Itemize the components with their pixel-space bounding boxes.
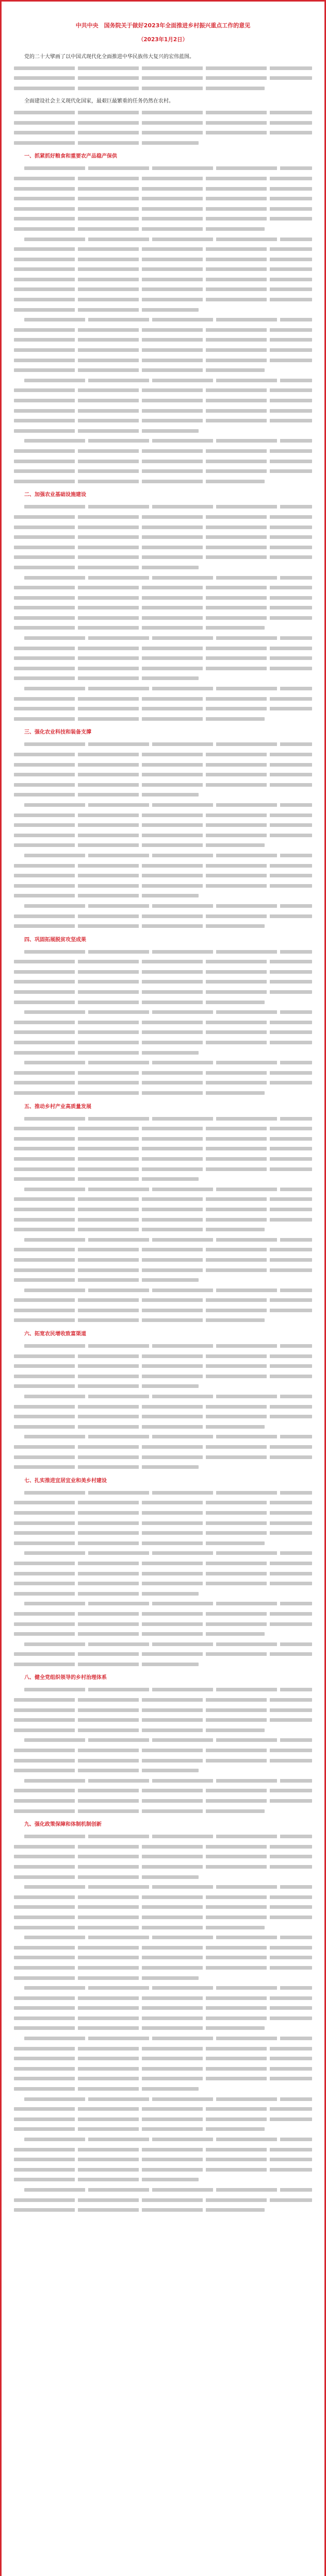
- text-block: [14, 1384, 199, 1388]
- text-block: [24, 1602, 312, 1605]
- text-block: [14, 1147, 312, 1150]
- text-block: [14, 707, 312, 710]
- text-block: [14, 1749, 312, 1752]
- text-block: [14, 676, 199, 680]
- text-block: [14, 1177, 199, 1181]
- text-block: [14, 2067, 312, 2071]
- text-block: [14, 1875, 199, 1879]
- section-heading: 六、拓宽农民增收致富渠道: [24, 1331, 86, 1337]
- text-block: [14, 990, 312, 994]
- text-block: [14, 980, 312, 984]
- text-block: [14, 2198, 312, 2202]
- text-block: [14, 1309, 312, 1312]
- text-block: [14, 2087, 199, 2091]
- text-block: [14, 1652, 312, 1656]
- text-block: [14, 258, 312, 261]
- text-block: [14, 834, 312, 837]
- text-block: [14, 606, 312, 609]
- text-block: [14, 1268, 312, 1272]
- text-block: [14, 1541, 265, 1545]
- text-block: [14, 2178, 199, 2181]
- text-block: [14, 1405, 312, 1409]
- text-block: [14, 1728, 265, 1732]
- text-block: [14, 647, 312, 650]
- text-block: [24, 1491, 312, 1495]
- text-block: [14, 308, 199, 312]
- text-block: [14, 1612, 312, 1616]
- text-block: [14, 2016, 312, 2020]
- text-block: [24, 1010, 312, 1014]
- text-block: [14, 1137, 312, 1141]
- text-block: [14, 1759, 312, 1762]
- text-block: [14, 894, 199, 897]
- text-block: [14, 2006, 312, 2010]
- document-body: [2, 2, 324, 2260]
- text-block: [14, 359, 312, 362]
- text-block: [14, 1375, 312, 1378]
- text-block: [14, 207, 312, 211]
- text-block: [14, 793, 199, 796]
- text-block: [24, 687, 312, 690]
- text-block: [24, 238, 312, 241]
- text-block: [24, 379, 312, 382]
- text-block: [24, 1551, 312, 1555]
- text-block: [14, 2026, 265, 2030]
- text-block: [24, 1779, 312, 1783]
- text-block: [14, 1501, 312, 1504]
- text-block: [24, 1642, 312, 1646]
- text-block: [14, 626, 265, 630]
- text-block: [14, 278, 312, 281]
- text-block: [14, 1895, 312, 1899]
- text-block: [24, 1344, 312, 1348]
- text-block: [14, 1976, 199, 1980]
- text-block: [14, 1663, 199, 1666]
- document-title: 中共中央 国务院关于做好2023年全面推进乡村振兴重点工作的意见: [75, 22, 251, 29]
- text-block: [14, 469, 312, 473]
- text-block: [14, 566, 199, 569]
- text-block: [24, 803, 312, 807]
- section-heading: 一、抓紧抓好粮食和重要农产品稳产保供: [24, 154, 117, 160]
- text-block: [14, 2107, 312, 2111]
- text-block: [14, 141, 199, 145]
- text-block: [14, 298, 312, 301]
- text-block: [14, 399, 312, 402]
- text-block: [24, 1238, 312, 1242]
- text-block: [14, 1855, 312, 1858]
- text-block: [14, 1799, 312, 1803]
- section-heading: 七、扎实推进宜居宜业和美乡村建设: [24, 1478, 107, 1484]
- text-block: [14, 1258, 312, 1262]
- text-block: [14, 1718, 312, 1722]
- text-block: [14, 1956, 312, 1959]
- text-block: [14, 1562, 312, 1565]
- text-block: [14, 1364, 312, 1368]
- text-block: [14, 1966, 312, 1970]
- text-block: [14, 1865, 312, 1869]
- text-block: [14, 814, 312, 817]
- text-block: [14, 1127, 312, 1130]
- text-block: [14, 1208, 312, 1211]
- text-block: [14, 368, 265, 372]
- text-block: [24, 1835, 312, 1838]
- text-block: [14, 864, 312, 868]
- text-block: [24, 576, 312, 580]
- text-block: [14, 1051, 199, 1055]
- text-block: [14, 1091, 265, 1095]
- text-block: [14, 1698, 312, 1702]
- text-block: [14, 87, 265, 90]
- text-block: [14, 121, 312, 125]
- text-block: [14, 884, 312, 888]
- text-block: [14, 1511, 312, 1515]
- text-block: [14, 843, 265, 847]
- text-block: [14, 76, 312, 80]
- text-block: [14, 2117, 312, 2121]
- text-block: [14, 1622, 312, 1626]
- text-block: [14, 1632, 265, 1636]
- text-block: [14, 111, 312, 114]
- text-block: [14, 247, 312, 251]
- text-block: [14, 515, 312, 519]
- text-block: [14, 2047, 312, 2050]
- text-block: [14, 1197, 312, 1201]
- text-block: [24, 1289, 312, 1292]
- text-block: [14, 287, 312, 291]
- text-block: [14, 546, 312, 549]
- section-heading: 二、加强农业基础设施建设: [24, 492, 86, 498]
- text-block: [24, 950, 312, 954]
- document-date: （2023年1月2日）: [138, 37, 188, 43]
- text-block: [14, 1030, 312, 1034]
- text-block: [14, 267, 312, 271]
- text-block: [14, 586, 312, 589]
- text-block: [24, 166, 312, 170]
- text-block: [14, 388, 312, 392]
- text-block: [14, 1708, 312, 1712]
- text-block: [14, 1318, 265, 1322]
- section-heading: 八、健全党组织领导的乡村治理体系: [24, 1675, 107, 1681]
- text-block: [14, 2158, 312, 2161]
- text-block: [14, 667, 312, 670]
- text-block: [14, 874, 312, 877]
- text-block: [24, 742, 312, 746]
- text-block: [24, 2188, 312, 2192]
- text-block: [24, 439, 312, 443]
- text-block: [14, 2208, 265, 2212]
- text-block: [24, 1885, 312, 1889]
- text-block: [14, 1445, 312, 1449]
- text-block: [24, 1936, 312, 1939]
- text-block: [24, 2138, 312, 2141]
- text-block: [14, 1415, 312, 1418]
- text-block: [14, 1531, 312, 1535]
- text-block: [14, 1298, 312, 1302]
- text-block: [24, 505, 312, 509]
- section-heading: 五、推动乡村产业高质量发展: [24, 1104, 91, 1110]
- text-block: [24, 1986, 312, 1990]
- text-block: [14, 1278, 199, 1282]
- text-block: [14, 656, 312, 660]
- text-block: [14, 460, 312, 463]
- text-block: [14, 753, 312, 756]
- text-block: [14, 1248, 312, 1251]
- text-block: [14, 970, 312, 974]
- text-block: [24, 1061, 312, 1064]
- text-block: [24, 1688, 312, 1691]
- text-block: [14, 338, 312, 342]
- text-block: [14, 2168, 312, 2172]
- text-block: [14, 596, 312, 600]
- text-block: [14, 535, 312, 539]
- text-block: [14, 1769, 199, 1772]
- text-block: [14, 783, 312, 787]
- intro-paragraph: 党的二十大擘画了以中国式现代化全面推进中华民族伟大复兴的宏伟蓝图。: [24, 54, 194, 60]
- text-block: [14, 419, 312, 422]
- text-block: [14, 1789, 312, 1792]
- text-block: [14, 217, 312, 221]
- text-block: [14, 429, 199, 433]
- text-block: [24, 1738, 312, 1742]
- section-heading: 四、巩固拓展脱贫攻坚成果: [24, 937, 86, 943]
- text-block: [24, 904, 312, 908]
- text-block: [14, 1946, 312, 1950]
- text-block: [24, 1435, 312, 1438]
- text-block: [14, 773, 312, 776]
- text-block: [14, 1228, 265, 1231]
- text-block: [24, 2037, 312, 2040]
- text-block: [14, 1592, 199, 1596]
- text-block: [14, 1001, 265, 1004]
- text-block: [14, 1455, 312, 1459]
- text-block: [24, 1117, 312, 1121]
- text-block: [14, 1021, 312, 1024]
- text-block: [14, 763, 312, 767]
- text-block: [14, 1916, 312, 1919]
- text-block: [14, 2127, 265, 2131]
- text-block: [14, 1465, 199, 1469]
- text-block: [24, 854, 312, 857]
- section-heading: 九、强化政策保障和体制机制创新: [24, 1822, 102, 1828]
- text-block: [14, 1582, 312, 1585]
- text-block: [14, 197, 312, 200]
- text-block: [14, 616, 312, 620]
- text-block: [14, 1521, 312, 1525]
- text-block: [14, 1845, 312, 1849]
- text-block: [14, 717, 265, 721]
- text-block: [14, 914, 312, 918]
- text-block: [14, 177, 312, 180]
- text-block: [14, 131, 312, 134]
- text-block: [14, 526, 312, 529]
- intro-paragraph: 全面建设社会主义现代化国家，最艰巨最繁重的任务仍然在农村。: [24, 98, 174, 105]
- text-block: [14, 1071, 312, 1075]
- text-block: [14, 409, 312, 413]
- text-block: [14, 227, 265, 231]
- text-block: [14, 449, 312, 453]
- section-heading: 三、强化农业科技和装备支撑: [24, 730, 91, 736]
- text-block: [14, 924, 265, 928]
- text-block: [24, 2097, 312, 2101]
- text-block: [24, 1188, 312, 1191]
- text-block: [14, 1218, 312, 1222]
- text-block: [14, 1996, 312, 2000]
- text-block: [14, 1926, 265, 1929]
- text-block: [14, 1041, 312, 1044]
- text-block: [14, 960, 312, 963]
- text-block: [14, 2148, 312, 2151]
- text-block: [24, 636, 312, 640]
- text-block: [14, 187, 312, 191]
- text-block: [14, 697, 312, 701]
- text-block: [24, 1395, 312, 1398]
- text-block: [24, 318, 312, 321]
- text-block: [14, 1425, 265, 1429]
- text-block: [14, 2077, 312, 2080]
- text-block: [14, 823, 312, 827]
- text-block: [14, 555, 312, 559]
- text-block: [14, 1809, 265, 1813]
- text-block: [14, 1167, 312, 1171]
- text-block: [14, 1081, 312, 1084]
- text-block: [14, 480, 265, 483]
- text-block: [14, 1157, 312, 1161]
- text-block: [14, 1354, 312, 1358]
- text-block: [14, 328, 312, 332]
- text-block: [14, 348, 312, 352]
- text-block: [14, 1905, 312, 1909]
- text-block: [14, 66, 312, 70]
- text-block: [14, 2057, 312, 2060]
- text-block: [14, 1572, 312, 1575]
